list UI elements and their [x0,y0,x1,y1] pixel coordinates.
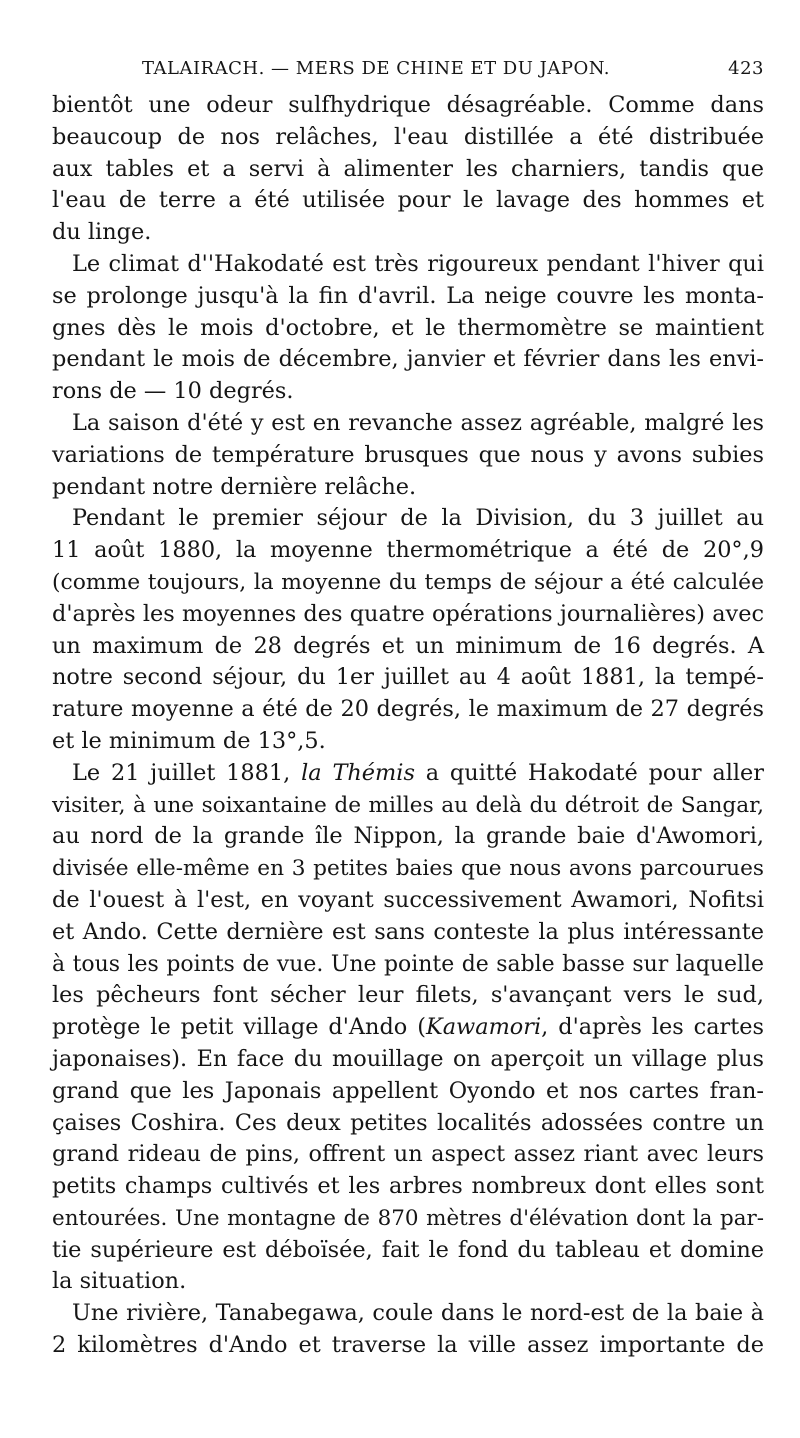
text-line: grand que les Japonais appellent Oyondo et nos cartes fran- [52,1077,764,1104]
text-line: grand rideau de pins, offrent un aspect assez riant avec leurs [52,1141,764,1168]
text-line: 11 août 1880, la moyenne thermométrique a été de 20°,9 [52,537,764,564]
text-line: variations de température brusques que nous y avons subies [52,441,764,468]
text-segment: , d'après les cartes [541,1014,764,1041]
running-head [52,56,764,90]
text-line [52,758,764,790]
text-line: visiter, à une soixantaine de milles au delà du détroit de Sangar, [52,792,764,818]
text-line: beaucoup de nos relâches, l'eau distillée a été distribuée [52,123,764,150]
text-line: pendant notre dernière relâche. [52,473,417,500]
body-text [52,90,764,1362]
text-line: (comme toujours, la moyenne du temps de séjour a été calculée [52,569,764,595]
text-line: entourées. Une montagne de 870 mètres d'élévation dont la par- [52,1205,764,1231]
text-segment: a quitté Hakodaté pour aller [414,759,764,786]
text-line: du linge. [52,219,152,246]
text-line: petits champs cultivés et les arbres nombreux dont elles sont [52,1173,764,1200]
text-line: les pêcheurs font sécher leur filets, s'avançant vers le sud, [52,982,764,1009]
text-segment: Le 21 juillet 1881, [72,759,302,786]
text-line: d'après les moyennes des quatre opérations journalières) avec [52,600,764,627]
text-line: bientôt une odeur sulfhydrique désagréable. Comme dans [52,92,764,118]
text-line: un maximum de 28 degrés et un minimum de 16 degrés. A [52,632,764,659]
text-line: pendant le mois de décembre, janvier et février dans les envi- [52,346,764,373]
text-line: l'eau de terre a été utilisée pour le lavage des hommes et [52,187,764,214]
text-line: la situation. [52,1268,187,1295]
text-line: et le minimum de 13°,5. [52,727,326,754]
text-segment: protège le petit village d'Ando ( [52,1014,426,1041]
text-line: et Ando. Cette dernière est sans conteste la plus intéressante [52,918,764,945]
text-line: au nord de la grande île Nippon, la grande baie d'Awomori, [52,823,764,850]
text-line: à tous les points de vue. Une pointe de sable basse sur laquelle [52,951,764,977]
text-line: aux tables et a servi à alimenter les charniers, tandis que [52,155,764,182]
running-title: TALAIRACH. — MERS DE CHINE ET DU JAPON. [142,58,611,79]
text-line: rature moyenne a été de 20 degrés, le maximum de 27 degrés [52,696,764,723]
text-line: se prolonge jusqu'à la fin d'avril. La neige couvre les monta- [52,282,764,309]
text-line: de l'ouest à l'est, en voyant successivement Awamori, Nofitsi [52,886,764,913]
text-line: Une rivière, Tanabegawa, coule dans le nord-est de la baie à [72,1300,764,1327]
italic-segment: Kawamori [425,1014,542,1041]
text-line: Le climat d''Hakodaté est très rigoureux pendant l'hiver qui [72,250,764,277]
italic-segment: la Thémis [301,759,415,786]
page-number: 423 [728,58,764,79]
text-line: notre second séjour, du 1er juillet au 4 août 1881, la tempé- [52,664,764,691]
text-line: divisée elle-même en 3 petites baies que nous avons parcourues [52,856,764,882]
text-line [52,1012,764,1044]
text-line: 2 kilomètres d'Ando et traverse la ville assez importante de [52,1332,764,1359]
text-line: La saison d'été y est en revanche assez agréable, malgré les [72,409,764,436]
text-line: gnes dès le mois d'octobre, et le thermomètre se maintient [52,314,764,341]
book-page [52,56,764,1362]
text-line: çaises Coshira. Ces deux petites localités adossées contre un [52,1109,764,1136]
text-line: Pendant le premier séjour de la Division, du 3 juillet au [72,505,764,532]
text-line: japonaises). En face du mouillage on aperçoit un village plus [52,1045,764,1072]
text-line: tie supérieure est déboïsée, fait le fond du tableau et domine [52,1236,764,1263]
text-line: rons de — 10 degrés. [52,378,294,405]
